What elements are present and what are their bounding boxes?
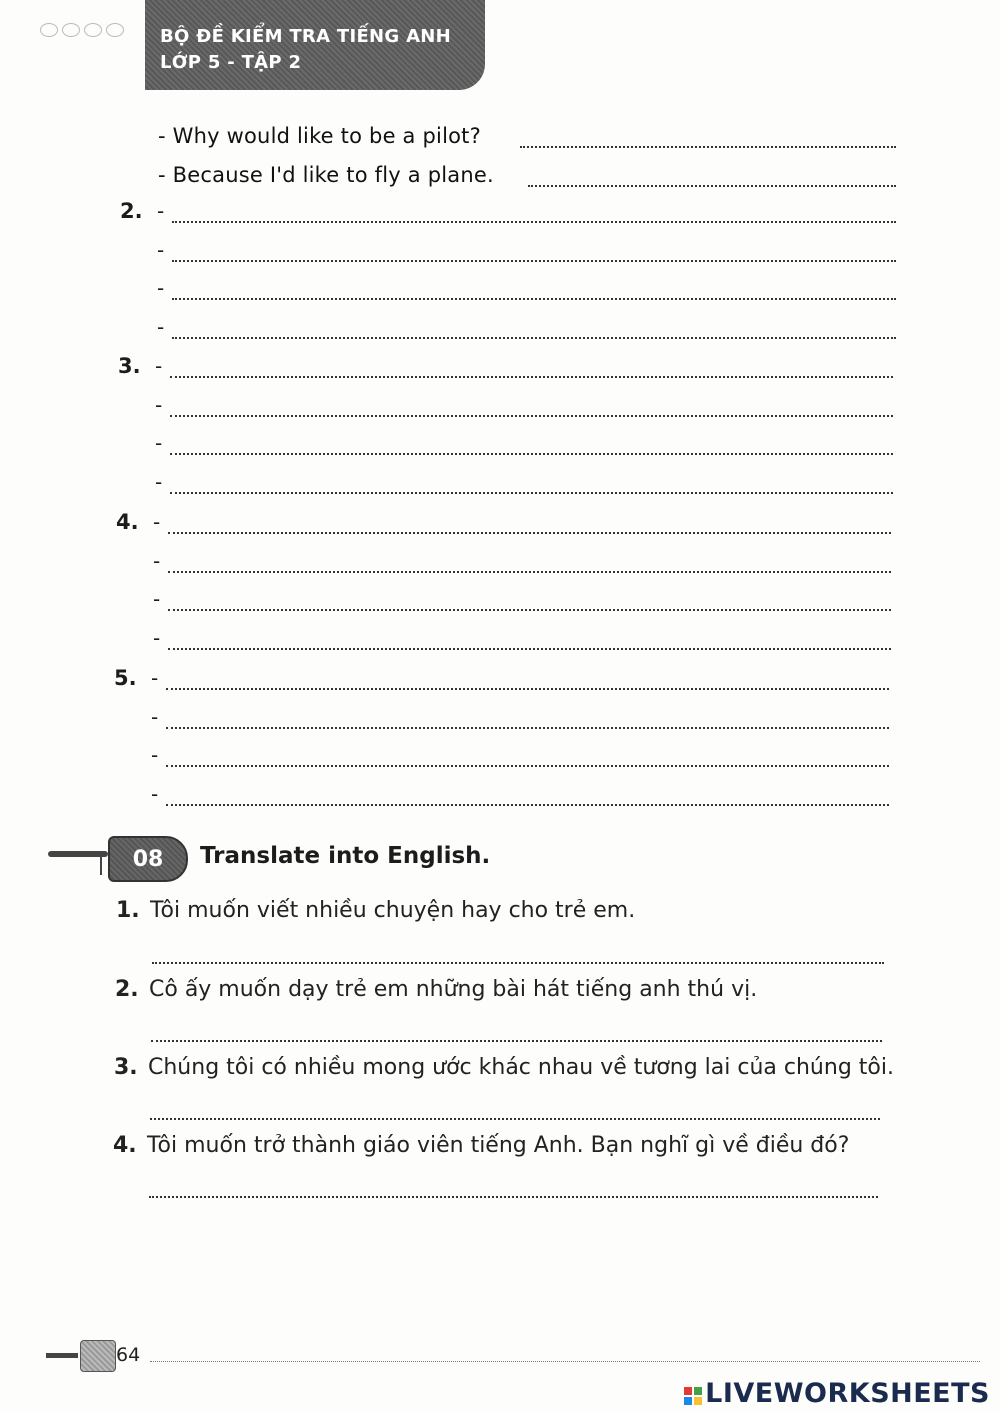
answer-line[interactable]: [172, 221, 896, 223]
item-number: 4.: [116, 510, 139, 534]
dash-marker: -: [153, 548, 161, 573]
decorative-dots: [40, 22, 140, 52]
brand-name: LIVEWORKSHEETS: [705, 1378, 990, 1409]
question-text: Tôi muốn viết nhiều chuyện hay cho trẻ em.: [150, 898, 636, 923]
answer-line[interactable]: [168, 532, 891, 534]
answer-line[interactable]: [172, 260, 896, 262]
dash-marker: -: [157, 276, 165, 300]
question-number: 2.: [115, 977, 139, 1002]
dash-marker: -: [157, 237, 165, 262]
translation-answer-line[interactable]: [150, 1118, 880, 1120]
answer-line[interactable]: [170, 492, 893, 494]
footer-roller-handle: [46, 1353, 78, 1358]
book-title: BỘ ĐỀ KIỂM TRA TIẾNG ANH: [160, 26, 452, 47]
answer-line[interactable]: [168, 648, 891, 650]
dash-marker: -: [153, 510, 161, 534]
item-number: 5.: [114, 666, 137, 690]
example-answer: - Because I'd like to fly a plane.: [158, 163, 494, 187]
answer-line[interactable]: [166, 688, 889, 690]
answer-line[interactable]: [528, 185, 896, 187]
dash-marker: -: [151, 666, 159, 690]
section-number-badge: 08: [108, 836, 188, 882]
paint-roller-icon: [48, 851, 108, 857]
brand-logo[interactable]: [683, 1378, 990, 1413]
page-number: 64: [116, 1344, 141, 1366]
dash-marker: -: [153, 587, 161, 611]
question-number: 4.: [113, 1133, 137, 1158]
example-question: - Why would like to be a pilot?: [158, 124, 481, 148]
paint-roller-icon: [80, 1340, 116, 1372]
answer-line[interactable]: [168, 609, 891, 611]
answer-line[interactable]: [172, 337, 896, 339]
item-number: 3.: [118, 354, 141, 378]
dash-marker: -: [151, 781, 159, 806]
dash-marker: -: [151, 743, 159, 767]
item-number: 2.: [120, 199, 143, 223]
answer-line[interactable]: [170, 415, 893, 417]
answer-line[interactable]: [170, 453, 893, 455]
dash-marker: -: [157, 199, 165, 223]
question-number: 1.: [116, 898, 140, 923]
answer-line[interactable]: [168, 571, 891, 573]
dash-marker: -: [155, 354, 163, 378]
answer-line[interactable]: [170, 376, 893, 378]
dash-marker: -: [153, 625, 161, 650]
question-text: Tôi muốn trở thành giáo viên tiếng Anh. Bạn nghĩ gì về điều đó?: [147, 1133, 850, 1158]
answer-line[interactable]: [166, 727, 889, 729]
section-title: Translate into English.: [200, 843, 491, 869]
dash-marker: -: [151, 704, 159, 729]
footer-divider: [150, 1361, 980, 1362]
answer-line[interactable]: [172, 298, 896, 300]
translation-answer-line[interactable]: [152, 962, 884, 964]
question-text: Chúng tôi có nhiều mong ước khác nhau về tương lai của chúng tôi.: [148, 1055, 894, 1080]
answer-line[interactable]: [520, 146, 896, 148]
dash-marker: -: [155, 469, 163, 494]
dash-marker: -: [155, 431, 163, 455]
dash-marker: -: [157, 314, 165, 339]
question-text: Cô ấy muốn dạy trẻ em những bài hát tiếng anh thú vị.: [149, 977, 758, 1002]
book-subtitle: LỚP 5 - TẬP 2: [160, 52, 302, 73]
dash-marker: -: [155, 392, 163, 417]
answer-line[interactable]: [166, 804, 889, 806]
answer-line[interactable]: [166, 765, 889, 767]
paint-roller-stem: [100, 853, 102, 875]
question-number: 3.: [114, 1055, 138, 1080]
translation-answer-line[interactable]: [151, 1040, 882, 1042]
liveworksheets-icon: [683, 1382, 703, 1413]
translation-answer-line[interactable]: [149, 1196, 878, 1198]
